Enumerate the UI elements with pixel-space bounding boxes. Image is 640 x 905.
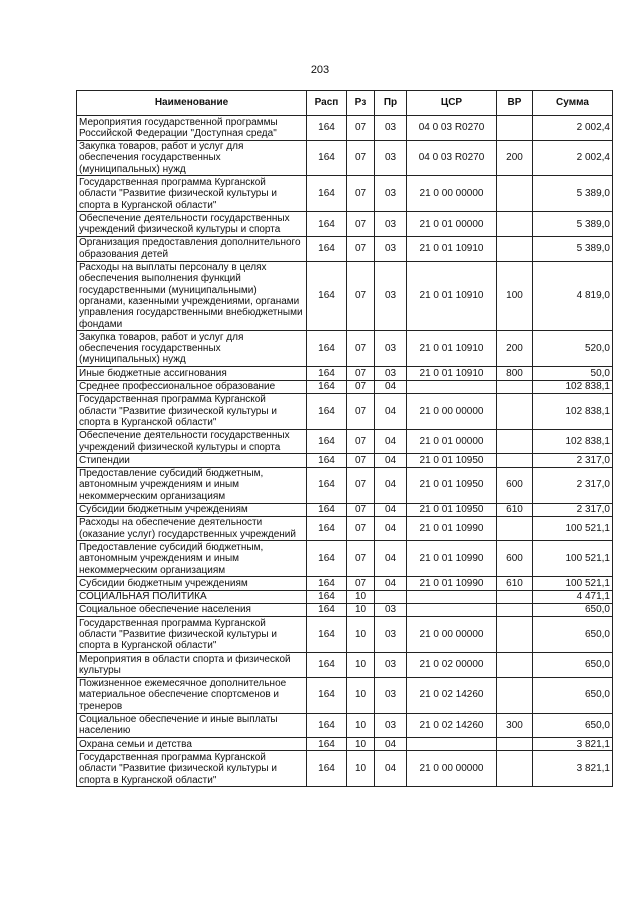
row-rasp-cell: 164 — [307, 713, 347, 738]
row-pr-cell — [375, 590, 407, 603]
table-row — [77, 116, 613, 141]
row-rasp-cell: 164 — [307, 380, 347, 393]
row-vr-cell — [497, 393, 533, 429]
row-rasp-cell: 164 — [307, 516, 347, 541]
row-csr-cell: 21 0 01 10910 — [407, 331, 497, 367]
row-csr-cell: 21 0 01 00000 — [407, 212, 497, 237]
row-name-cell: Закупка товаров, работ и услуг для обеспечения государственных (муниципальных) нужд — [77, 331, 307, 367]
row-rz-cell: 07 — [347, 176, 375, 212]
row-vr-cell — [497, 176, 533, 212]
row-rz-cell: 07 — [347, 467, 375, 503]
header-rz: Рз — [347, 91, 375, 116]
page-number: 203 — [310, 64, 330, 76]
row-name-cell: Субсидии бюджетным учреждениям — [77, 503, 307, 516]
row-name-cell: Иные бюджетные ассигнования — [77, 367, 307, 380]
row-rasp-cell: 164 — [307, 393, 347, 429]
row-vr-cell — [497, 212, 533, 237]
row-sum-cell: 5 389,0 — [533, 212, 613, 237]
row-csr-cell — [407, 590, 497, 603]
row-pr-cell: 03 — [375, 236, 407, 261]
row-csr-cell — [407, 738, 497, 751]
row-sum-cell: 520,0 — [533, 331, 613, 367]
budget-table — [76, 90, 613, 787]
row-csr-cell: 21 0 02 14260 — [407, 677, 497, 713]
row-pr-cell: 04 — [375, 516, 407, 541]
row-pr-cell: 04 — [375, 429, 407, 454]
table-row — [77, 617, 613, 653]
row-rasp-cell: 164 — [307, 590, 347, 603]
row-sum-cell: 650,0 — [533, 617, 613, 653]
row-csr-cell: 21 0 01 10950 — [407, 503, 497, 516]
row-vr-cell — [497, 429, 533, 454]
row-csr-cell: 21 0 02 00000 — [407, 653, 497, 678]
row-name-cell: Охрана семьи и детства — [77, 738, 307, 751]
row-csr-cell: 21 0 01 10990 — [407, 516, 497, 541]
table-row — [77, 380, 613, 393]
row-sum-cell: 100 521,1 — [533, 577, 613, 590]
row-name-cell: Пожизненное ежемесячное дополнительное материальное обеспечение спортсменов и тренеров — [77, 677, 307, 713]
row-csr-cell: 21 0 01 10950 — [407, 454, 497, 467]
row-csr-cell: 21 0 01 10990 — [407, 541, 497, 577]
row-rasp-cell: 164 — [307, 454, 347, 467]
row-vr-cell: 300 — [497, 713, 533, 738]
table-row — [77, 516, 613, 541]
row-rz-cell: 07 — [347, 236, 375, 261]
row-vr-cell — [497, 116, 533, 141]
row-csr-cell: 21 0 02 14260 — [407, 713, 497, 738]
row-vr-cell — [497, 738, 533, 751]
row-vr-cell — [497, 653, 533, 678]
row-name-cell: Стипендии — [77, 454, 307, 467]
row-pr-cell: 03 — [375, 677, 407, 713]
table-row — [77, 590, 613, 603]
row-rasp-cell: 164 — [307, 503, 347, 516]
row-rz-cell: 07 — [347, 367, 375, 380]
row-pr-cell: 03 — [375, 116, 407, 141]
table-row — [77, 503, 613, 516]
row-rasp-cell: 164 — [307, 751, 347, 787]
table-row — [77, 393, 613, 429]
row-rz-cell: 10 — [347, 653, 375, 678]
row-pr-cell: 04 — [375, 503, 407, 516]
row-name-cell: Государственная программа Курганской области "Развитие физической культуры и спорта в Курганской области" — [77, 393, 307, 429]
row-csr-cell: 04 0 03 R0270 — [407, 116, 497, 141]
row-sum-cell: 2 002,4 — [533, 140, 613, 176]
row-vr-cell: 200 — [497, 331, 533, 367]
row-rasp-cell: 164 — [307, 429, 347, 454]
row-rasp-cell: 164 — [307, 617, 347, 653]
table-row — [77, 738, 613, 751]
row-pr-cell: 03 — [375, 603, 407, 616]
row-name-cell: Государственная программа Курганской области "Развитие физической культуры и спорта в Курганской области" — [77, 617, 307, 653]
row-vr-cell: 600 — [497, 467, 533, 503]
row-name-cell: Расходы на выплаты персоналу в целях обеспечения выполнения функций государственными (муниципальными) органами, казенными учреждениями, органами управления государственными внебюджетными фондами — [77, 261, 307, 331]
row-rz-cell: 10 — [347, 677, 375, 713]
row-vr-cell — [497, 617, 533, 653]
table-row — [77, 429, 613, 454]
row-csr-cell: 21 0 00 00000 — [407, 617, 497, 653]
header-csr: ЦСР — [407, 91, 497, 116]
row-vr-cell: 610 — [497, 577, 533, 590]
row-rasp-cell: 164 — [307, 236, 347, 261]
row-rz-cell: 10 — [347, 617, 375, 653]
row-pr-cell: 03 — [375, 617, 407, 653]
row-pr-cell: 04 — [375, 467, 407, 503]
row-rz-cell: 07 — [347, 140, 375, 176]
row-sum-cell: 5 389,0 — [533, 236, 613, 261]
row-pr-cell: 03 — [375, 176, 407, 212]
row-vr-cell: 200 — [497, 140, 533, 176]
row-csr-cell: 21 0 01 10910 — [407, 367, 497, 380]
table-row — [77, 236, 613, 261]
table-row — [77, 751, 613, 787]
row-name-cell: Предоставление субсидий бюджетным, автономным учреждениям и иным некоммерческим организациям — [77, 467, 307, 503]
row-name-cell: Обеспечение деятельности государственных учреждений физической культуры и спорта — [77, 429, 307, 454]
row-pr-cell: 04 — [375, 393, 407, 429]
row-csr-cell: 04 0 03 R0270 — [407, 140, 497, 176]
row-name-cell: Закупка товаров, работ и услуг для обеспечения государственных (муниципальных) нужд — [77, 140, 307, 176]
row-sum-cell: 650,0 — [533, 603, 613, 616]
row-rasp-cell: 164 — [307, 140, 347, 176]
row-pr-cell: 04 — [375, 577, 407, 590]
row-name-cell: Обеспечение деятельности государственных учреждений физической культуры и спорта — [77, 212, 307, 237]
table-row — [77, 367, 613, 380]
row-rasp-cell: 164 — [307, 116, 347, 141]
table-row — [77, 467, 613, 503]
row-rz-cell: 07 — [347, 380, 375, 393]
row-pr-cell: 03 — [375, 212, 407, 237]
table-row — [77, 677, 613, 713]
row-vr-cell — [497, 751, 533, 787]
row-name-cell: Государственная программа Курганской области "Развитие физической культуры и спорта в Курганской области" — [77, 751, 307, 787]
row-vr-cell — [497, 603, 533, 616]
header-vr: ВР — [497, 91, 533, 116]
row-rz-cell: 07 — [347, 429, 375, 454]
row-csr-cell: 21 0 01 10910 — [407, 261, 497, 331]
row-vr-cell — [497, 516, 533, 541]
header-name: Наименование — [77, 91, 307, 116]
row-rz-cell: 10 — [347, 603, 375, 616]
row-sum-cell: 5 389,0 — [533, 176, 613, 212]
row-name-cell: Социальное обеспечение населения — [77, 603, 307, 616]
row-sum-cell: 2 317,0 — [533, 503, 613, 516]
row-name-cell: Мероприятия государственной программы Российской Федерации "Доступная среда" — [77, 116, 307, 141]
row-name-cell: СОЦИАЛЬНАЯ ПОЛИТИКА — [77, 590, 307, 603]
row-csr-cell: 21 0 00 00000 — [407, 176, 497, 212]
row-sum-cell: 102 838,1 — [533, 380, 613, 393]
table-row — [77, 577, 613, 590]
row-csr-cell: 21 0 00 00000 — [407, 393, 497, 429]
row-rz-cell: 10 — [347, 738, 375, 751]
row-pr-cell: 03 — [375, 261, 407, 331]
row-pr-cell: 04 — [375, 380, 407, 393]
row-rasp-cell: 164 — [307, 331, 347, 367]
row-sum-cell: 2 317,0 — [533, 454, 613, 467]
table-row — [77, 176, 613, 212]
row-sum-cell: 3 821,1 — [533, 751, 613, 787]
row-pr-cell: 04 — [375, 541, 407, 577]
row-rasp-cell: 164 — [307, 541, 347, 577]
row-rz-cell: 07 — [347, 261, 375, 331]
row-vr-cell: 100 — [497, 261, 533, 331]
table-row — [77, 454, 613, 467]
row-sum-cell: 102 838,1 — [533, 429, 613, 454]
row-csr-cell — [407, 603, 497, 616]
row-vr-cell: 610 — [497, 503, 533, 516]
row-pr-cell: 03 — [375, 653, 407, 678]
row-rz-cell: 07 — [347, 503, 375, 516]
row-name-cell: Предоставление субсидий бюджетным, автономным учреждениям и иным некоммерческим организациям — [77, 541, 307, 577]
table-row — [77, 261, 613, 331]
row-name-cell: Государственная программа Курганской области "Развитие физической культуры и спорта в Курганской области" — [77, 176, 307, 212]
row-rasp-cell: 164 — [307, 653, 347, 678]
row-csr-cell: 21 0 01 00000 — [407, 429, 497, 454]
row-rasp-cell: 164 — [307, 738, 347, 751]
row-rasp-cell: 164 — [307, 261, 347, 331]
row-sum-cell: 3 821,1 — [533, 738, 613, 751]
table-row — [77, 212, 613, 237]
row-csr-cell: 21 0 01 10990 — [407, 577, 497, 590]
row-name-cell: Организация предоставления дополнительного образования детей — [77, 236, 307, 261]
row-rasp-cell: 164 — [307, 467, 347, 503]
row-rasp-cell: 164 — [307, 176, 347, 212]
row-sum-cell: 4 471,1 — [533, 590, 613, 603]
row-vr-cell: 800 — [497, 367, 533, 380]
row-pr-cell: 03 — [375, 331, 407, 367]
row-rz-cell: 07 — [347, 516, 375, 541]
row-rasp-cell: 164 — [307, 603, 347, 616]
row-pr-cell: 04 — [375, 751, 407, 787]
row-sum-cell: 50,0 — [533, 367, 613, 380]
row-rz-cell: 07 — [347, 116, 375, 141]
row-vr-cell — [497, 454, 533, 467]
row-csr-cell — [407, 380, 497, 393]
row-rasp-cell: 164 — [307, 212, 347, 237]
row-pr-cell: 04 — [375, 454, 407, 467]
row-rz-cell: 10 — [347, 590, 375, 603]
row-csr-cell: 21 0 00 00000 — [407, 751, 497, 787]
row-vr-cell — [497, 590, 533, 603]
header-rasp: Расп — [307, 91, 347, 116]
row-sum-cell: 100 521,1 — [533, 516, 613, 541]
table-row — [77, 140, 613, 176]
row-vr-cell: 600 — [497, 541, 533, 577]
row-sum-cell: 102 838,1 — [533, 393, 613, 429]
table-row — [77, 603, 613, 616]
row-sum-cell: 2 317,0 — [533, 467, 613, 503]
row-sum-cell: 650,0 — [533, 677, 613, 713]
row-rz-cell: 07 — [347, 454, 375, 467]
row-sum-cell: 4 819,0 — [533, 261, 613, 331]
row-sum-cell: 100 521,1 — [533, 541, 613, 577]
row-rz-cell: 07 — [347, 577, 375, 590]
row-rasp-cell: 164 — [307, 677, 347, 713]
row-sum-cell: 650,0 — [533, 713, 613, 738]
row-sum-cell: 2 002,4 — [533, 116, 613, 141]
row-name-cell: Субсидии бюджетным учреждениям — [77, 577, 307, 590]
table-row — [77, 713, 613, 738]
row-rz-cell: 07 — [347, 331, 375, 367]
table-header-row — [77, 91, 613, 116]
row-vr-cell — [497, 380, 533, 393]
row-vr-cell — [497, 677, 533, 713]
row-pr-cell: 03 — [375, 713, 407, 738]
row-name-cell: Мероприятия в области спорта и физической культуры — [77, 653, 307, 678]
row-rasp-cell: 164 — [307, 367, 347, 380]
row-csr-cell: 21 0 01 10950 — [407, 467, 497, 503]
row-rz-cell: 07 — [347, 541, 375, 577]
header-sum: Сумма — [533, 91, 613, 116]
row-pr-cell: 04 — [375, 738, 407, 751]
row-sum-cell: 650,0 — [533, 653, 613, 678]
row-name-cell: Расходы на обеспечение деятельности (оказание услуг) государственных учреждений — [77, 516, 307, 541]
table-row — [77, 653, 613, 678]
row-name-cell: Среднее профессиональное образование — [77, 380, 307, 393]
row-name-cell: Социальное обеспечение и иные выплаты населению — [77, 713, 307, 738]
header-pr: Пр — [375, 91, 407, 116]
row-rz-cell: 07 — [347, 393, 375, 429]
row-rz-cell: 07 — [347, 212, 375, 237]
table-row — [77, 541, 613, 577]
table-row — [77, 331, 613, 367]
row-rasp-cell: 164 — [307, 577, 347, 590]
row-rz-cell: 10 — [347, 713, 375, 738]
row-csr-cell: 21 0 01 10910 — [407, 236, 497, 261]
row-rz-cell: 10 — [347, 751, 375, 787]
row-vr-cell — [497, 236, 533, 261]
row-pr-cell: 03 — [375, 367, 407, 380]
row-pr-cell: 03 — [375, 140, 407, 176]
